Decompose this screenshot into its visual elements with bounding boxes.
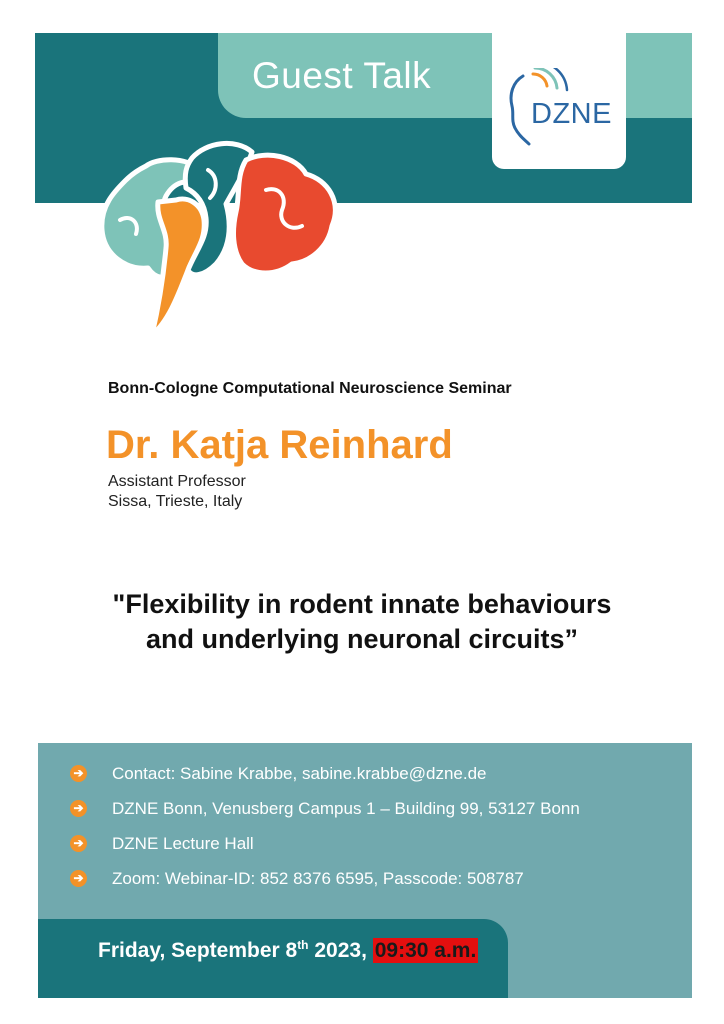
speaker-affiliation: Sissa, Trieste, Italy: [108, 493, 243, 510]
info-item-zoom: [70, 861, 580, 896]
guest-talk-label: Guest Talk: [252, 55, 432, 96]
talk-title-line-2: and underlying neuronal circuits”: [145, 624, 579, 654]
date-ordinal: th: [297, 938, 309, 952]
event-time: 09:30 a.m.: [374, 939, 477, 962]
arrow-bullet-icon: ➔: [70, 835, 87, 852]
date-prefix: Friday, September 8: [98, 939, 298, 962]
speaker-position: Assistant Professor: [108, 473, 246, 490]
arrow-bullet-icon: ➔: [70, 870, 87, 887]
info-item-room: [70, 826, 580, 861]
info-item-text: Contact: Sabine Krabbe, sabine.krabbe@dzne.de: [112, 763, 487, 783]
speaker-name: Dr. Katja Reinhard: [106, 423, 453, 467]
info-item-text: Zoom: Webinar-ID: 852 8376 6595, Passcode: 508787: [112, 868, 524, 888]
brain-icon: [96, 130, 346, 345]
arrow-bullet-icon: ➔: [70, 765, 87, 782]
dzne-logo-text: DZNE: [531, 98, 612, 130]
talk-title: [40, 587, 684, 657]
info-item-text: DZNE Bonn, Venusberg Campus 1 – Building 99, 53127 Bonn: [112, 798, 580, 818]
seminar-series: Bonn-Cologne Computational Neuroscience Seminar: [108, 380, 512, 397]
speaker-role: [108, 472, 246, 512]
talk-title-line-1: "Flexibility in rodent innate behaviours: [112, 589, 612, 619]
arrow-bullet-icon: ➔: [70, 800, 87, 817]
info-item-text: DZNE Lecture Hall: [112, 833, 254, 853]
date-year: 2023,: [308, 939, 373, 962]
info-list: [70, 756, 580, 896]
event-date: [98, 938, 478, 963]
info-item-location: [70, 791, 580, 826]
info-item-contact: [70, 756, 580, 791]
